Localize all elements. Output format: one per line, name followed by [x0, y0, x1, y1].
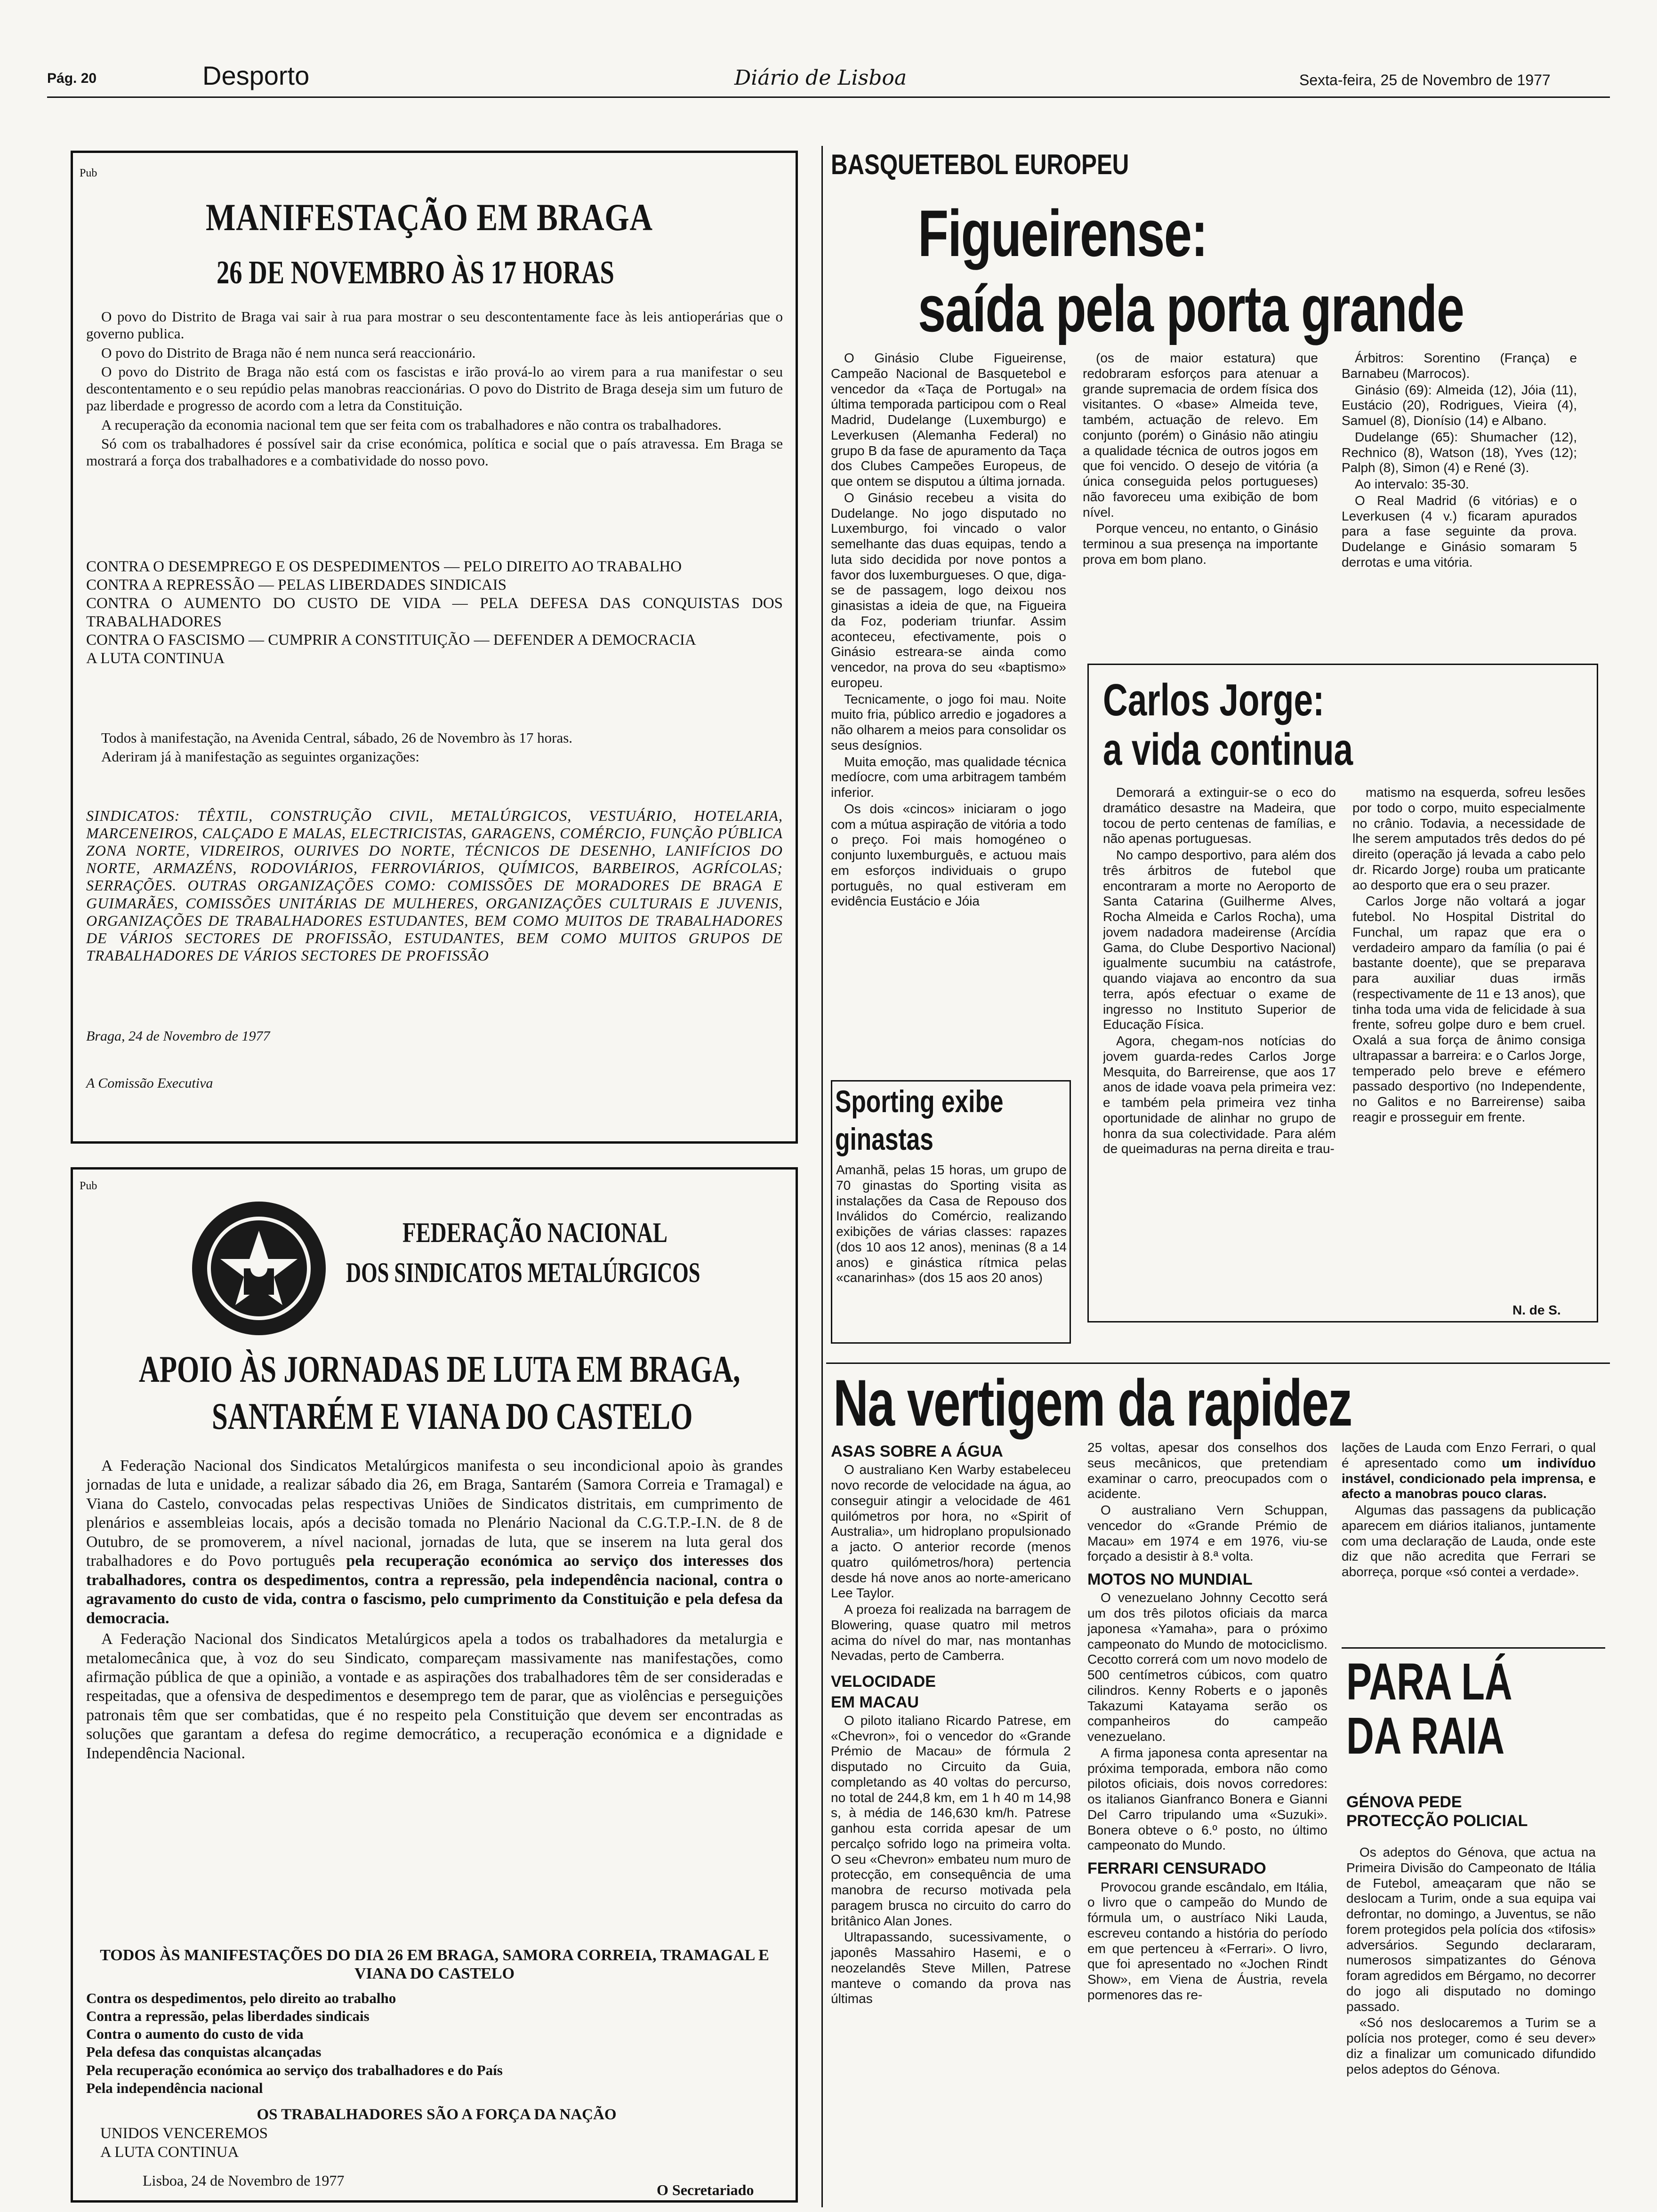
ad-slogan: CONTRA O FASCISMO — CUMPRIR A CONSTITUIÇÃO — DEFENDER A DEMOCRACIA — [86, 631, 696, 649]
raia-top-rule — [1342, 1647, 1605, 1649]
speed-sub-macau-b: EM MACAU — [831, 1693, 919, 1711]
speed-para: O australiano Ken Warby estabeleceu novo recorde de velocidade na água, ao conseguir atingir a velocidade de 461 quilómetros por hora, no «Spirit of Australia», um hidroplano propulsionado a jacto. O anterior recorde (menos quatro quilómetros/hora) pertencia desde há nove anos ao norte-americano Lee Taylor. — [831, 1462, 1071, 1601]
speed-ferrari-bold: um indivíduo instável, condicionado pela imprensa, e afecto a manobras pouco claras. — [1342, 1455, 1596, 1501]
ad-paragraph: O povo do Distrito de Braga não está com os fascistas e irão prová-lo ao virem para a rua manifestar o seu descontentamento e o seu repúdio pelas manobras reaccionárias. O povo do Distrito de Braga deseja sim um futuro de paz liberdade e progresso de acordo com a letra da Constituição. — [86, 363, 783, 414]
basket-para: O Ginásio recebeu a visita do Dudelange. No jogo disputado no Luxemburgo, foi vincado o valor semelhante das duas equipas, tendo a luta sido decidida por nove pontos a favor dos luxemburgueses. O que, diga-se de passagem, logo deixou nos ginasistas a ideia de que, na Figueira da Foz, poderiam triunfar. Assim aconteceu, efectivamente, pois o Ginásio estreara-se ainda como vencedor, na prova do seu «baptismo» europeu. — [831, 490, 1066, 690]
ad-body — [86, 308, 783, 471]
basket-para: Porque venceu, no entanto, o Ginásio terminou a sua presença na importante prova em bom plano. — [1083, 521, 1318, 567]
ad2-org-line1: FEDERAÇÃO NACIONAL — [402, 1217, 668, 1248]
carlos-box — [1087, 664, 1598, 1322]
ad2-title-line2: SANTARÉM E VIANA DO CASTELO — [212, 1396, 693, 1437]
ad2-signature: O Secretariado — [657, 2181, 754, 2198]
ad2-all-to: TODOS ÀS MANIFESTAÇÕES DO DIA 26 EM BRAGA, SAMORA CORREIA, TRAMAGAL E VIANA DO CASTELO — [100, 1947, 769, 1983]
ad-slogan: A LUTA CONTINUA — [86, 649, 225, 667]
ad-title: MANIFESTAÇÃO EM BRAGA — [206, 196, 653, 239]
ad2-place-date: Lisboa, 24 de Novembro de 1977 — [143, 2172, 345, 2189]
speed-column-1 — [831, 1440, 1071, 2207]
carlos-para: No campo desportivo, para além dos três árbitros de futebol que encontraram a morte no Aeroporto de Santa Catarina (Guilherme Alves, Rocha Almeida e Carlos Rocha), uma jovem nadadora madeirense (Arcídia Gama, do Clube Desportivo Nacional) igualmente sucumbiu na catástrofe, quando viajava ao encontro da sua terra, após efectuar o exame de ingresso no Instituto Superior de Educação Física. — [1103, 848, 1336, 1032]
header-rule — [47, 96, 1610, 98]
ad2-bullet: Contra o aumento do custo de vida — [86, 2026, 304, 2043]
ad-place-date: Braga, 24 de Novembro de 1977 — [86, 1028, 270, 1044]
carlos-para: Carlos Jorge não voltará a jogar futebol. No Hospital Distrital do Funchal, um rapaz que era o verdadeiro amparo da família (o pai é bastante doente), que se preparava para auxiliar duas irmãs (respectivamente de 11 e 13 anos), que tinha toda uma vida de felicidade à sua frente, sofreu golpe duro e bem cruel. Oxalá a sua força de ânimo consiga ultrapassar a barreira: e o Carlos Jorge, temperado pelo breve e efémero passado desportivo (no Independente, no Galitos e no Barreirense) saiba reagir e prosseguir em frente. — [1352, 894, 1585, 1124]
ad-paragraph: O povo do Distrito de Braga vai sair à rua para mostrar o seu descontentamente face às leis antioperárias que o governo publica. — [86, 308, 783, 342]
speed-para: Algumas das passagens da publicação aparecem em diários italianos, juntamente com uma declaração de Lauda, onde este diz que não acredita que Ferrari se aborreça, porque «só contei a verdade». — [1342, 1503, 1596, 1579]
ad-paragraph: O povo do Distrito de Braga não é nem nunca será reaccionário. — [101, 344, 476, 361]
raia-sub1: GÉNOVA PEDE — [1346, 1793, 1462, 1811]
ad2-bullet: Pela defesa das conquistas alcançadas — [86, 2044, 322, 2060]
ad2-title-line1: APOIO ÀS JORNADAS DE LUTA EM BRAGA, — [139, 1349, 740, 1390]
speed-para: O piloto italiano Ricardo Patrese, em «Chevron», foi o vencedor do «Grande Prémio de Macau» de fórmula 2 disputado no Circuito da Guia, completando as 40 voltas do percurso, no total de 244,8 km, em 1 h 40 m 14,98 s, à média de 146,630 km/h. Patrese ganhou esta corrida apesar de um percalço sofrido logo na primeira volta. O seu «Chevron» embateu num muro de protecção, em consequência de uma manobra de recurso motivada pela paragem brusca no circuito do carro do britânico Alan Jones. — [831, 1713, 1071, 1928]
speed-headline: Na vertigem da rapidez — [833, 1366, 1352, 1440]
ad-organizations: SINDICATOS: TÊXTIL, CONSTRUÇÃO CIVIL, METALÚRGICOS, VESTUÁRIO, HOTELARIA, MARCENEIROS, CALÇADO E MALAS, ELECTRICISTAS, GARAGENS, COMÉRCIO, FUNÇÃO PÚBLICA ZONA NORTE, VIDREIROS, OURIVES DO NORTE, TÉCNICOS DE DESENHO, LANIFÍCIOS DO NORTE, ARMAZÉNS, RODOVIÁRIOS, FERROVIÁRIOS, QUÍMICOS, BARBEIROS, AGRÍCOLAS; SERRAÇÕES. OUTRAS ORGANIZAÇÕES COMO: COMISSÕES DE MORADORES DE BRAGA E GUIMARÃES, COMISSÕES UNITÁRIAS DE MULHERES, ORGANIZAÇÕES CULTURAIS E JUVENIS, ORGANIZAÇÕES DE TRABALHADORES ESTUDANTES, BEM COMO MUITOS DE TRABALHADORES DE VÁRIOS SECTORES DE PROFISSÃO, ESTUDANTES, BEM COMO MUITOS GRUPOS DE TRABALHADORES DE VÁRIOS SECTORES DE PROFISSÃO — [86, 807, 783, 964]
ad2-p1-bold: pela recuperação económica ao serviço dos interesses dos trabalhadores, contra os despedimentos, contra a repressão, pela independência nacional, contra o agravamento do custo de vida, contra o fascismo, pelo cumprimento da Constituição e pela defesa da democracia. — [86, 1552, 783, 1627]
speed-para: A proeza foi realizada na barragem de Blowering, quase quatro mil metros acima do nível do mar, nas montanhas Nevadas, perto de Camberra. — [831, 1602, 1071, 1663]
carlos-para: Demorará a extinguir-se o eco do dramático desastre na Madeira, que tocou de perto centenas de famílias, e não apenas portuguesas. — [1103, 785, 1336, 846]
basket-kicker: BASQUETEBOL EUROPEU — [831, 149, 1129, 180]
basket-para: Ao intervalo: 35-30. — [1355, 477, 1469, 491]
masthead: Diário de Lisboa — [734, 66, 907, 90]
speed-top-rule — [826, 1362, 1610, 1364]
ad2-paragraph: A Federação Nacional dos Sindicatos Metalúrgicos apela a todos os trabalhadores da metalurgia e metalomecânica que, à voz do seu Sindicato, compareçam massivamente nas manifestações, como afirmação pública de que a opinião, a vontade e as aspirações dos trabalhadores têm de ser consideradas e respeitadas, que a ofensiva de despedimentos e desemprego tem de parar, que as violências e perseguições patronais têm que ser combatidas, que é no respeito pela Constituição que devem ser encontradas as soluções que garantam a defesa do regime democrático, a recuperação económica e a dignidade e Independência Nacional. — [86, 1630, 783, 1762]
ad-slogan: CONTRA O AUMENTO DO CUSTO DE VIDA — PELA DEFESA DAS CONQUISTAS DOS TRABALHADORES — [86, 594, 783, 630]
carlos-column-2 — [1352, 785, 1585, 1279]
ad2-bullet: Contra os despedimentos, pelo direito ao trabalho — [86, 1990, 396, 2006]
sporting-headline1: Sporting exibe — [835, 1084, 1004, 1119]
speed-column-2 — [1087, 1440, 1327, 2207]
speed-sub-macau-a: VELOCIDADE — [831, 1673, 936, 1691]
basket-para: Os dois «cincos» iniciaram o jogo com a mútua aspiração de vitória a todo o preço. Foi mais homogéneo o conjunto luxemburguês, e actuou mais em esforços individuais o grupo português, no qual estiveram em evidência Eustácio e Jóia — [831, 801, 1066, 909]
ad2-pub-label: Pub — [80, 1180, 97, 1192]
raia-headline1: PARA LÁ — [1346, 1653, 1512, 1711]
carlos-para: matismo na esquerda, sofreu lesões por todo o corpo, muito especialmente no crânio. Todavia, a necessidade de lhe serem amputados três dedos do pé direito (operação já levada a cabo pelo dr. Ricardo Jorge) rouba um praticante ao desporto que era o seu prazer. — [1352, 785, 1585, 892]
ad2-nation: OS TRABALHADORES SÃO A FORÇA DA NAÇÃO — [257, 2106, 617, 2123]
basket-para: Tecnicamente, o jogo foi mau. Noite muito fria, público arredio e jogadores a não olharem a meios para consolidar os seus desígnios. — [831, 691, 1066, 753]
speed-sub-motos: MOTOS NO MUNDIAL — [1087, 1571, 1253, 1588]
carlos-column-1 — [1103, 785, 1336, 1307]
ad2-paragraph — [86, 1457, 783, 1628]
basket-para: (os de maior estatura) que redobraram esforços para atenuar a grande supremacia de ordem física dos visitantes. O «base» Almeida teve, também, actuação de relevo. Em conjunto (porém) o Ginásio não atingiu a qualidade técnica de outros jogos em que foi vencido. O desejo de vitória (a única conseguida pelos portugueses) não favoreceu uma exibição de bom nível. — [1083, 351, 1318, 520]
ad2-p1-plain: A Federação Nacional dos Sindicatos Metalúrgicos manifesta o seu incondicional apoio às grandes jornadas de luta e unidade, a realizar sábado dia 26, em Braga, Santarém (Samora Correia e Tramagal) e Viana do Castelo, convocadas pelas respectivas Uniões de Sindicatos distritais, em cumprimento de plenários e assembleias locais, após a decisão tomada no Plenário Nacional da C.G.T.P.-I.N. de 8 de Outubro, de se promoverem, a nível nacional, jornadas de luta, que se inserem na luta geral dos trabalhadores e do Povo português — [86, 1457, 783, 1570]
issue-date: Sexta-feira, 25 de Novembro de 1977 — [1299, 72, 1551, 88]
ad-pub-label: Pub — [80, 167, 97, 179]
ad2-bullet: Contra a repressão, pelas liberdades sindicais — [86, 2008, 370, 2025]
ad2-continua: A LUTA CONTINUA — [100, 2144, 239, 2161]
ad-slogans — [86, 558, 783, 668]
page-number: Pág. 20 — [47, 71, 97, 86]
ad2-united: UNIDOS VENCEREMOS — [100, 2125, 268, 2142]
ad-subtitle: 26 DE NOVEMBRO ÀS 17 HORAS — [217, 255, 614, 291]
raia-para: «Só nos deslocaremos a Turim se a polícia nos proteger, como é seu dever» diz a finalizar um comunicado difundido pelos adeptos do Génova. — [1346, 2015, 1596, 2076]
raia-sub2: PROTECÇÃO POLICIAL — [1346, 1812, 1528, 1830]
speed-para — [1342, 1440, 1596, 1502]
ad2-org-line2: DOS SINDICATOS METALÚRGICOS — [346, 1257, 700, 1288]
basket-para: O Ginásio Clube Figueirense, Campeão Nacional de Basquetebol e vencedor da «Taça de Portugal» na última temporada participou com o Real Madrid, Dudelange (Luxemburgo) e Leverkusen (Alemanha Federal) no grupo B da fase de apuramento da Taça dos Clubes Campeões Europeus, de que ontem se disputou a última jornada. — [831, 351, 1066, 489]
ad-paragraph: A recuperação da economia nacional tem que ser feita com os trabalhadores e não contra os trabalhadores. — [101, 416, 722, 433]
sporting-headline2: ginastas — [835, 1122, 933, 1156]
sporting-box — [831, 1080, 1071, 1344]
raia-para: Os adeptos do Génova, que actua na Primeira Divisão do Campeonato de Itália de Futebol, ameaçaram que não se deslocam a Turim, onde a sua equipa vai defrontar, no domingo, a Juventus, se não forem protegidos pela polícia dos «tifosis» adversários. Segundo declararam, numerosos simpatizantes do Génova foram agredidos em Bérgamo, no decorrer do jogo ali disputado no domingo passado. — [1346, 1845, 1596, 2014]
basket-para: Ginásio (69): Almeida (12), Jóia (11), Eustácio (20), Rodrigues, Vieira (4), Samuel (8), Dionísio (14) e Albano. — [1342, 382, 1577, 428]
basket-para: O Real Madrid (6 vitórias) e o Leverkusen (4 v.) ficaram apurados para a fase seguinte da prova. Dudelange e Ginásio somaram 5 derrotas e uma vitória. — [1342, 493, 1577, 569]
carlos-headline1: Carlos Jorge: — [1103, 675, 1325, 725]
speed-column-3 — [1342, 1440, 1596, 1638]
ad-paragraph: Só com os trabalhadores é possível sair da crise económica, política e social que o país atravessa. Em Braga se mostrará a força dos trabalhadores e a combatividade do nosso povo. — [86, 435, 783, 469]
carlos-headline2: a vida continua — [1103, 724, 1353, 775]
ad-invite: Todos à manifestação, na Avenida Central, sábado, 26 de Novembro às 17 horas. — [101, 729, 573, 746]
ad-signature: A Comissão Executiva — [86, 1075, 213, 1091]
speed-para: O australiano Vern Schuppan, vencedor do «Grande Prémio de Macau» em 1974 e em 1976, viu-se forçado a desistir à 8.ª volta. — [1087, 1503, 1327, 1564]
speed-para: O venezuelano Johnny Cecotto será um dos três pilotos oficiais da marca japonesa «Yamaha», para o próximo campeonato do Mundo de motociclismo. Cecotto correrá com um novo modelo de 500 centímetros cúbicos, com quatro cilindros. Kenny Roberts e o japonês Takazumi Katayama serão os companheiros do campeão venezuelano. — [1087, 1590, 1327, 1744]
speed-sub-ferrari: FERRARI CENSURADO — [1087, 1859, 1266, 1878]
basket-column-3 — [1342, 351, 1577, 652]
ad-slogan: CONTRA O DESEMPREGO E OS DESPEDIMENTOS — PELO DIREITO AO TRABALHO — [86, 558, 682, 575]
carlos-para: Agora, chegam-nos notícias do jovem guarda-redes Carlos Jorge Mesquita, do Barreirense, que aos 17 anos de idade voava pela primeira vez: e também pela primeira vez tinha oportunidade de alinhar no grupo de honra da sua colectividade. Para além de queimaduras na perna direita e trau- — [1103, 1034, 1336, 1156]
speed-para: 25 voltas, apesar dos conselhos dos seus mecânicos, que pretendiam examinar o carro, preocupados com o acidente. — [1087, 1440, 1327, 1501]
ad-slogan: CONTRA A REPRESSÃO — PELAS LIBERDADES SINDICAIS — [86, 576, 507, 593]
ad-federacao-metalurgicos — [71, 1167, 798, 2203]
basket-headline1: Figueirense: — [918, 196, 1207, 270]
ad2-body — [86, 1457, 783, 1765]
sporting-text: Amanhã, pelas 15 horas, um grupo de 70 ginastas do Sporting visita as instalações da Casa de Repouso dos Inválidos do Comércio, realizando exibições de várias classes: rapazes (dos 10 aos 12 anos), meninas (8 a 14 anos) e ginástica rítmica pelas «canarinhas» (dos 15 aos 20 anos) — [836, 1162, 1067, 1285]
ad2-bullet: Pela independência nacional — [86, 2079, 263, 2096]
ad2-bullet: Pela recuperação económica ao serviço dos trabalhadores e do País — [86, 2061, 503, 2078]
speed-sub-asas: ASAS SOBRE A ÁGUA — [831, 1443, 1003, 1460]
speed-para: Ultrapassando, sucessivamente, o japonês Massahiro Hasemi, e o neozelandês Steve Millen, Patrese manteve o comando da prova nas últimas — [831, 1930, 1071, 2006]
union-seal-icon — [188, 1198, 330, 1339]
ad-invite-block — [86, 729, 783, 768]
basket-headline2: saída pela porta grande — [918, 272, 1464, 345]
speed-para: A firma japonesa conta apresentar na próxima temporada, embora não como pilotos oficiais, dois novos corredores: os italianos Gianfranco Bonera e Gianni Del Carro tripulando uma «Suzuki». Bonera obteve o 6.º posto, no último campeonato do Mundo. — [1087, 1745, 1327, 1853]
section-title: Desporto — [202, 61, 310, 90]
ad-adhered: Aderiram já à manifestação as seguintes organizações: — [101, 748, 419, 765]
basket-para: Dudelange (65): Shumacher (12), Rechnico (8), Watson (18), Yves (12); Palph (8), Simon (4) e René (3). — [1342, 429, 1577, 475]
ad2-bullets — [86, 1989, 783, 2097]
raia-text — [1346, 1845, 1596, 2203]
basket-para: Árbitros: Sorentino (França) e Barnabeu (Marrocos). — [1342, 351, 1577, 381]
basket-column-1 — [831, 351, 1066, 1075]
basket-column-2 — [1083, 351, 1318, 652]
carlos-signature: N. de S. — [1512, 1303, 1561, 1317]
ad-manifestacao-braga — [71, 151, 798, 1144]
speed-para: Provocou grande escândalo, em Itália, o livro que o campeão do Mundo de fórmula um, o austríaco Niki Lauda, escreveu contando a história do período em que pertenceu à «Ferrari». O livro, que foi apresentado no «Jochen Rindt Show», em Viena de Áustria, revela pormenores das re- — [1087, 1879, 1327, 2002]
raia-headline2: DA RAIA — [1346, 1707, 1505, 1765]
basket-para: Muita emoção, mas qualidade técnica medíocre, com uma arbitragem também inferior. — [831, 754, 1066, 800]
speed-ferrari-plain: lações de Lauda com Enzo Ferrari, o qual é apresentado como — [1342, 1440, 1596, 1470]
column-divider — [821, 146, 823, 2207]
